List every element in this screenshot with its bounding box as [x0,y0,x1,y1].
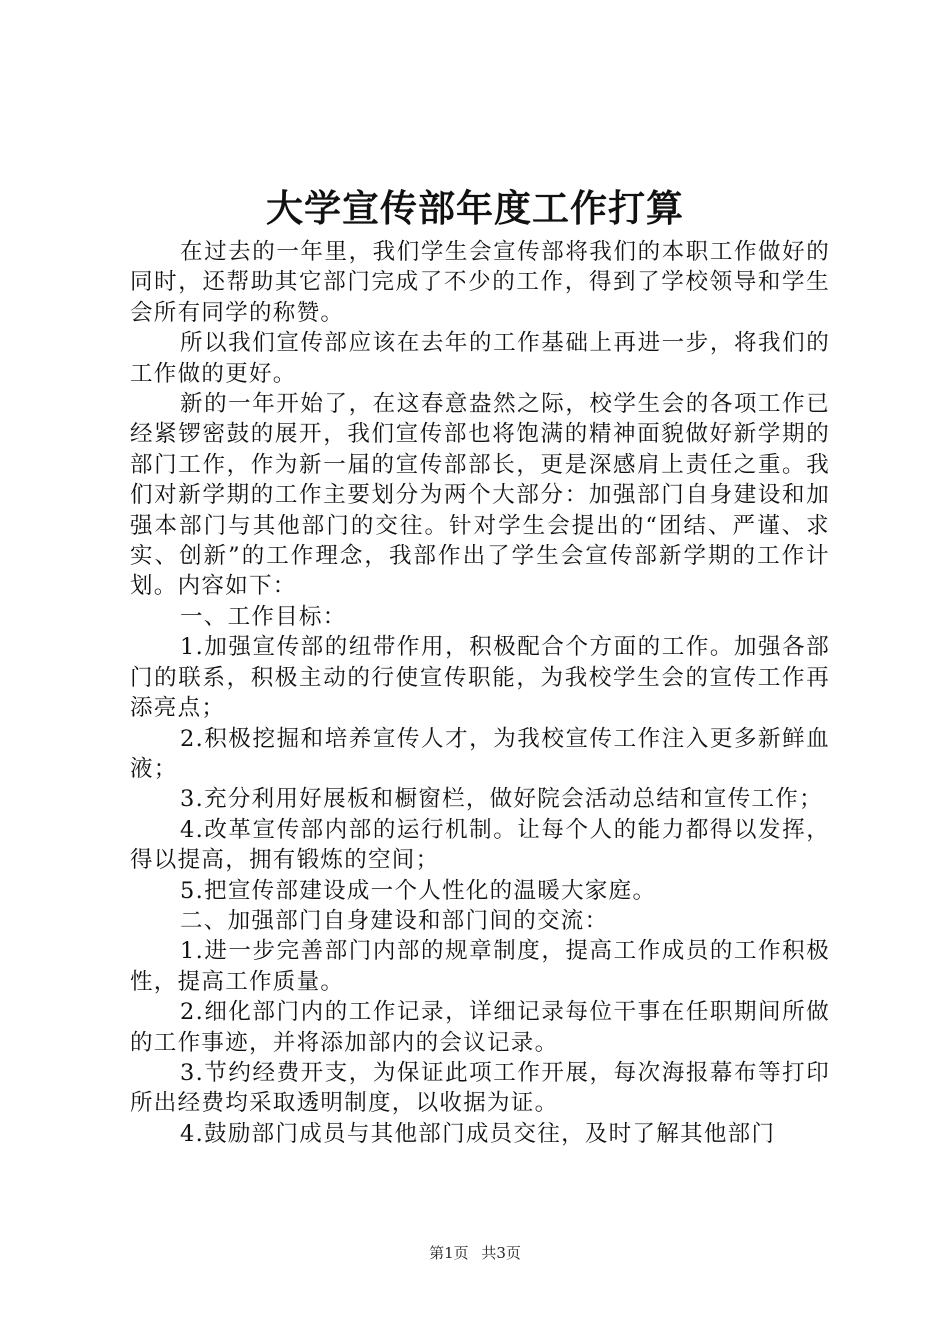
document-title: 大学宣传部年度工作打算 [266,186,684,230]
section-heading: 二、加强部门自身建设和部门间的交流： [180,907,609,934]
list-item: 1.加强宣传部的纽带作用，积极配合个方面的工作。加强各部门的联系，积极主动的行使宣传职能，为我校学生会的宣传工作再添亮点； [130,634,830,722]
page-total: 共3页 [481,1244,521,1262]
document-body [130,237,830,1149]
paragraph: 新的一年开始了，在这春意盎然之际，校学生会的各项工作已经紧锣密鼓的展开，我们宣传部也将饱满的精神面貌做好新学期的部门工作，作为新一届的宣传部部长，更是深感肩上责任之重。我们对新学期的工作主要划分为两个大部分：加强部门自身建设和加强本部门与其他部门的交往。针对学生会提出的“团结、严谨、求实、创新”的工作理念，我部作出了学生会宣传部新学期的工作计划。内容如下： [130,391,830,600]
list-item: 4.鼓励部门成员与其他部门成员交往，及时了解其他部门 [180,1120,776,1147]
page-number: 第1页 [429,1244,469,1262]
page-footer [0,1242,950,1264]
list-item: 5.把宣传部建设成一个人性化的温暖大家庭。 [180,877,657,904]
section-heading: 一、工作目标： [180,603,347,630]
list-item: 1.进一步完善部门内部的规章制度，提高工作成员的工作积极性，提高工作质量。 [130,938,830,995]
list-item: 4.改革宣传部内部的运行机制。让每个人的能力都得以发挥，得以提高，拥有锻炼的空间； [130,816,830,874]
paragraph: 所以我们宣传部应该在去年的工作基础上再进一步，将我们的工作做的更好。 [130,330,830,387]
list-item: 3.节约经费开支，为保证此项工作开展，每次海报幕布等打印所出经费均采取透明制度，以收据为证。 [130,1059,830,1117]
list-item: 2.细化部门内的工作记录，详细记录每位干事在任职期间所做的工作事迹，并将添加部内的会议记录。 [130,999,830,1056]
list-item: 3.充分利用好展板和橱窗栏，做好院会活动总结和宣传工作； [180,786,823,813]
paragraph: 在过去的一年里，我们学生会宣传部将我们的本职工作做好的同时，还帮助其它部门完成了不少的工作，得到了学校领导和学生会所有同学的称赞。 [130,239,830,326]
list-item: 2.积极挖掘和培养宣传人才，为我校宣传工作注入更多新鲜血液； [130,725,830,782]
